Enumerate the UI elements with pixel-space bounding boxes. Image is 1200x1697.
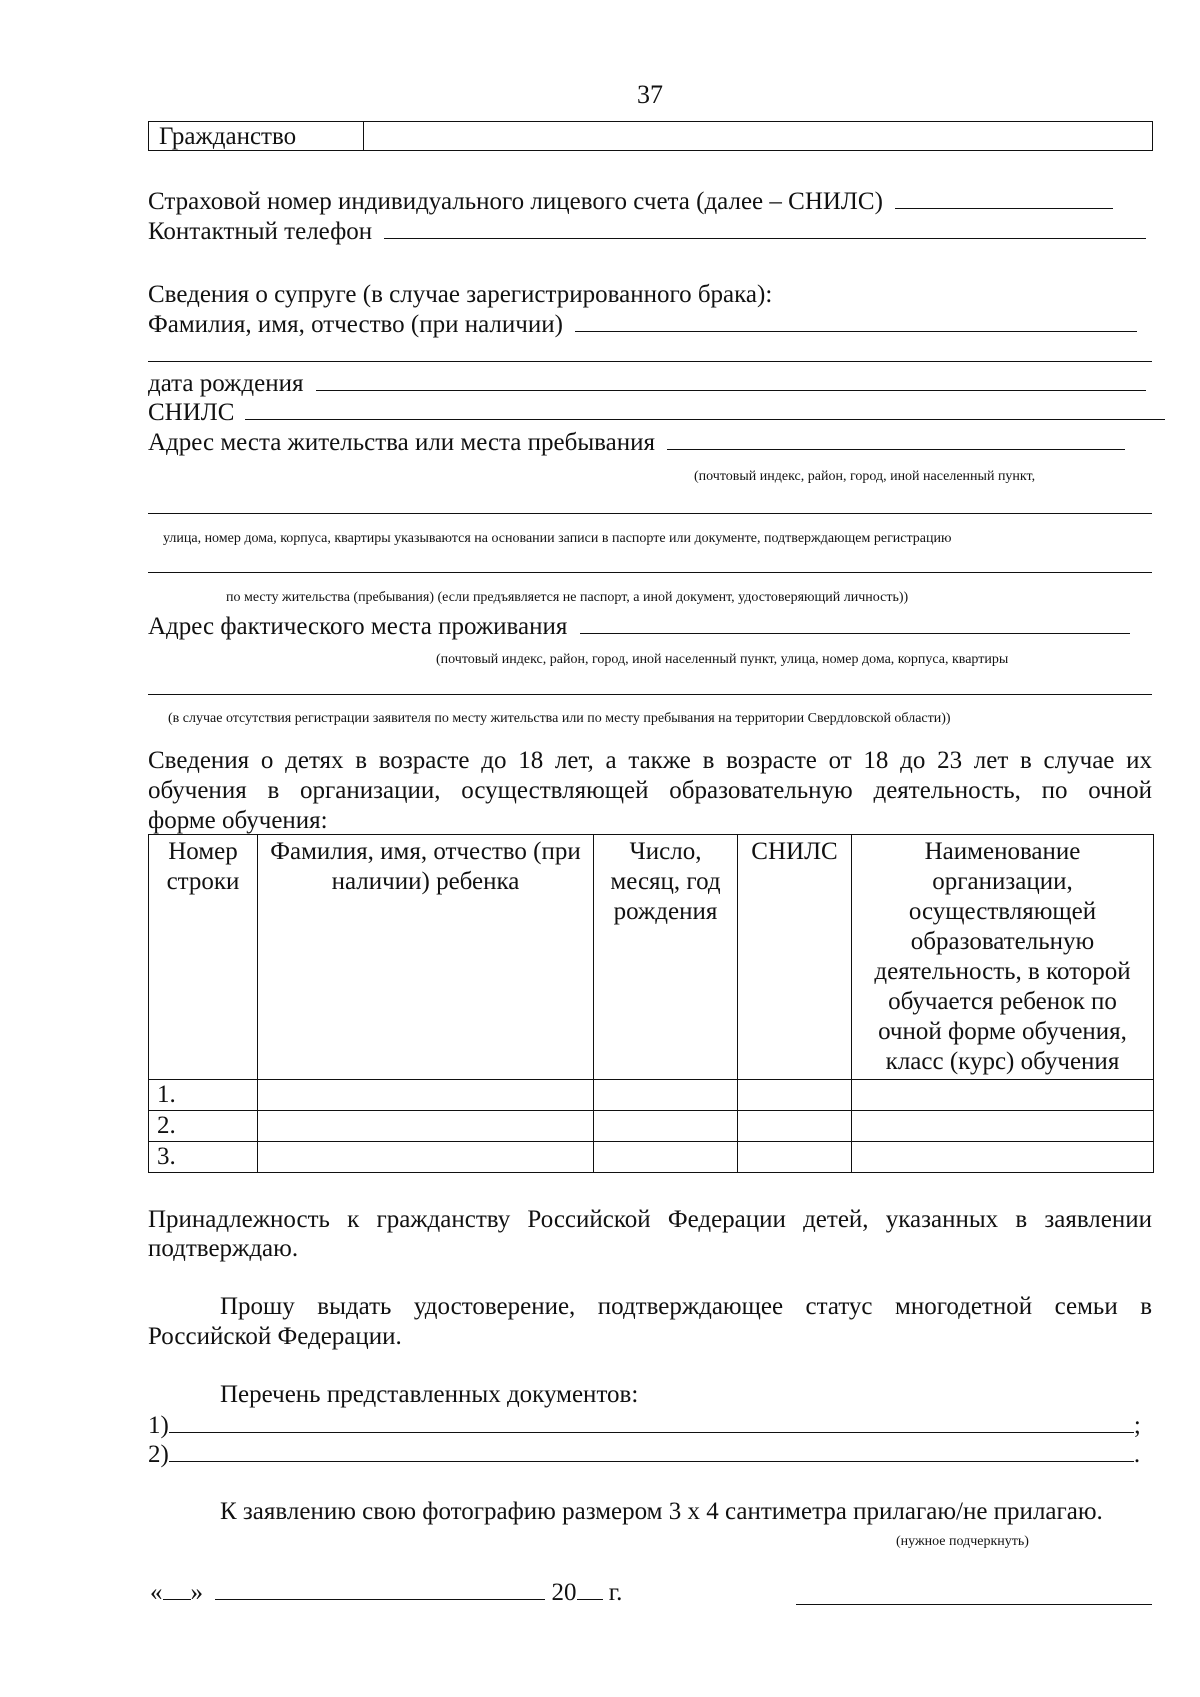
row-number: 1. — [149, 1080, 258, 1111]
table-row — [149, 1142, 1154, 1173]
spouse-address-row — [148, 427, 1125, 458]
spouse-snils-input-line[interactable] — [245, 397, 1165, 420]
spouse-fio-extra-line[interactable] — [148, 361, 1152, 362]
spouse-address-label: Адрес места жительства или места пребывания — [148, 429, 655, 456]
spouse-address-line-3[interactable] — [148, 572, 1152, 573]
row-number: 2. — [149, 1111, 258, 1142]
children-intro-line-2: обучения в организации, осуществляющей образовательную деятельность, по очной — [148, 777, 1152, 804]
spouse-address-hint-2: улица, номер дома, корпуса, квартиры указываются на основании записи в паспорте или документе, подтверждающем регистрацию — [163, 531, 952, 546]
table-row — [149, 1080, 1154, 1111]
actual-address-hint-1: (почтовый индекс, район, город, иной населенный пункт, улица, номер дома, корпуса, квартиры — [436, 652, 1009, 667]
date-row — [150, 1577, 622, 1608]
actual-address-hint-2: (в случае отсутствия регистрации заявителя по месту жительства или по месту пребывания на территории Свердловской области)) — [168, 711, 951, 726]
spouse-address-hint-1: (почтовый индекс, район, город, иной населенный пункт, — [694, 469, 1036, 484]
citizenship-table — [148, 121, 1153, 151]
child-snils-cell[interactable] — [738, 1080, 852, 1111]
children-table — [148, 834, 1154, 1173]
date-open-quote: « — [150, 1579, 163, 1606]
spouse-dob-input-line[interactable] — [316, 368, 1146, 391]
child-dob-cell[interactable] — [594, 1111, 738, 1142]
document-item — [148, 1439, 1140, 1470]
spouse-address-line-2[interactable] — [148, 513, 1152, 514]
col-header-number: Номер строки — [149, 835, 258, 1080]
spouse-dob-label: дата рождения — [148, 370, 304, 397]
document-item-input-line[interactable] — [169, 1439, 1134, 1462]
date-year-prefix: 20 — [551, 1579, 577, 1606]
snils-input-line[interactable] — [895, 186, 1113, 209]
date-year-suffix: г. — [608, 1579, 623, 1606]
citizenship-label: Гражданство — [159, 123, 297, 150]
child-organization-cell[interactable] — [852, 1080, 1154, 1111]
child-fio-cell[interactable] — [258, 1142, 594, 1173]
document-item-input-line[interactable] — [169, 1410, 1134, 1433]
child-dob-cell[interactable] — [594, 1142, 738, 1173]
request-line-2: Российской Федерации. — [148, 1323, 402, 1350]
actual-address-input-line[interactable] — [580, 611, 1130, 634]
document-item — [148, 1410, 1141, 1441]
actual-address-line-2[interactable] — [148, 694, 1152, 695]
photo-line: К заявлению свою фотографию размером 3 х 4 сантиметра прилагаю/не прилагаю. — [220, 1498, 1103, 1525]
page-number: 37 — [637, 80, 663, 109]
signature-line[interactable] — [796, 1604, 1152, 1605]
child-snils-cell[interactable] — [738, 1111, 852, 1142]
spouse-fio-row — [148, 309, 1137, 340]
spouse-address-hint-3: по месту жительства (пребывания) (если предъявляется не паспорт, а иной документ, удостоверяющий личность)) — [226, 590, 909, 605]
spouse-address-input-line[interactable] — [667, 427, 1125, 450]
request-line-1: Прошу выдать удостоверение, подтверждающее статус многодетной семьи в — [220, 1293, 1152, 1320]
child-fio-cell[interactable] — [258, 1111, 594, 1142]
snils-label: Страховой номер индивидуального лицевого счета (далее – СНИЛС) — [148, 188, 883, 215]
phone-label: Контактный телефон — [148, 218, 373, 245]
child-organization-cell[interactable] — [852, 1142, 1154, 1173]
document-item-end: . — [1133, 1441, 1141, 1468]
children-intro-line-3: форме обучения: — [148, 807, 328, 834]
citizenship-confirm-line-1: Принадлежность к гражданству Российской Федерации детей, указанных в заявлении — [148, 1206, 1152, 1233]
table-row — [149, 1111, 1154, 1142]
actual-address-label: Адрес фактического места проживания — [148, 613, 568, 640]
actual-address-row — [148, 611, 1130, 642]
child-organization-cell[interactable] — [852, 1111, 1154, 1142]
spouse-fio-input-line[interactable] — [575, 309, 1137, 332]
document-item-number: 2) — [148, 1441, 169, 1468]
spouse-fio-label: Фамилия, имя, отчество (при наличии) — [148, 311, 563, 338]
date-month-input-line[interactable] — [215, 1577, 545, 1600]
spouse-snils-label: СНИЛС — [148, 399, 235, 426]
spouse-snils-row — [148, 397, 1165, 428]
col-header-dob: Число, месяц, год рождения — [594, 835, 738, 1080]
child-fio-cell[interactable] — [258, 1080, 594, 1111]
phone-row — [148, 216, 1146, 247]
children-intro-line-1: Сведения о детях в возрасте до 18 лет, а также в возрасте от 18 до 23 лет в случае их — [148, 747, 1152, 774]
documents-heading: Перечень представленных документов: — [220, 1381, 639, 1408]
date-year-input-line[interactable] — [577, 1577, 603, 1600]
photo-hint: (нужное подчеркнуть) — [896, 1534, 1029, 1549]
child-snils-cell[interactable] — [738, 1142, 852, 1173]
citizenship-divider — [363, 122, 364, 150]
child-dob-cell[interactable] — [594, 1080, 738, 1111]
document-item-number: 1) — [148, 1412, 169, 1439]
col-header-fio: Фамилия, имя, отчество (при наличии) ребенка — [258, 835, 594, 1080]
row-number: 3. — [149, 1142, 258, 1173]
col-header-snils: СНИЛС — [738, 835, 852, 1080]
citizenship-confirm-line-2: подтверждаю. — [148, 1235, 299, 1262]
phone-input-line[interactable] — [384, 216, 1146, 239]
document-item-end: ; — [1133, 1412, 1141, 1439]
date-day-input-line[interactable] — [163, 1577, 191, 1600]
children-table-header — [149, 835, 1154, 1080]
snils-row — [148, 186, 1113, 217]
spouse-heading: Сведения о супруге (в случае зарегистрированного брака): — [148, 281, 773, 308]
spouse-dob-row — [148, 368, 1146, 399]
date-close-quote: » — [190, 1579, 203, 1606]
col-header-organization: Наименование организации, осуществляющей образовательную деятельность, в которой обучается ребенок по очной форме обучения, класс (курс) обучения — [852, 835, 1154, 1080]
